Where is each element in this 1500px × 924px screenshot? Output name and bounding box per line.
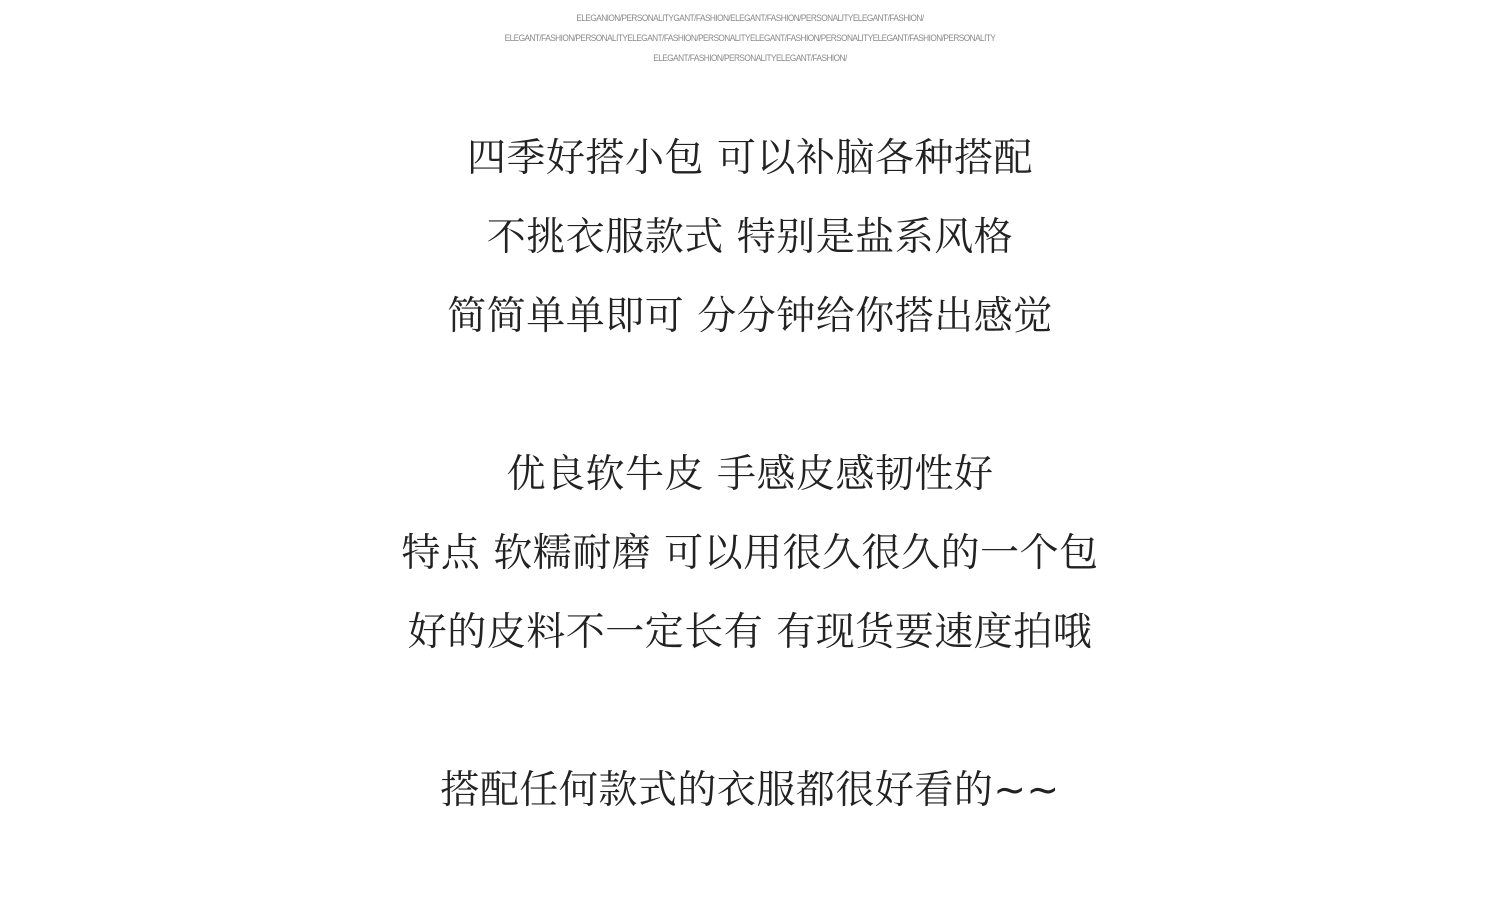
- header-text-line-2: ELEGANT/FASHION/PERSONALITYELEGANT/FASHION/PERSONALITYELEGANT/FASHION/PERSONALITYELEGANT/FASHION/PERSONALITY: [504, 33, 996, 43]
- description-block-1: [0, 119, 1500, 356]
- description-line: 好的皮料不一定长有 有现货要速度拍哦: [407, 610, 1093, 655]
- description-line: 搭配任何款式的衣服都很好看的~~: [440, 768, 1060, 813]
- description-line: 优良软牛皮 手感皮感韧性好: [506, 452, 994, 497]
- decorative-header: [0, 8, 1500, 68]
- description-block-2: [0, 435, 1500, 672]
- header-text-line-3: ELEGANT/FASHION/PERSONALITYELEGANT/FASHION/: [653, 53, 847, 63]
- description-line: 特点 软糯耐磨 可以用很久很久的一个包: [401, 531, 1099, 576]
- description-line: 四季好搭小包 可以补脑各种搭配: [467, 136, 1033, 181]
- header-text-line-1: ELEGANION/PERSONALITYGANT/FASHION/ELEGANT/FASHION/PERSONALITYELEGANT/FASHION/: [576, 13, 924, 23]
- description-line: 简简单单即可 分分钟给你搭出感觉: [447, 294, 1053, 339]
- description-line: 不挑衣服款式 特别是盐系风格: [486, 215, 1014, 260]
- description-block-3: [0, 751, 1500, 830]
